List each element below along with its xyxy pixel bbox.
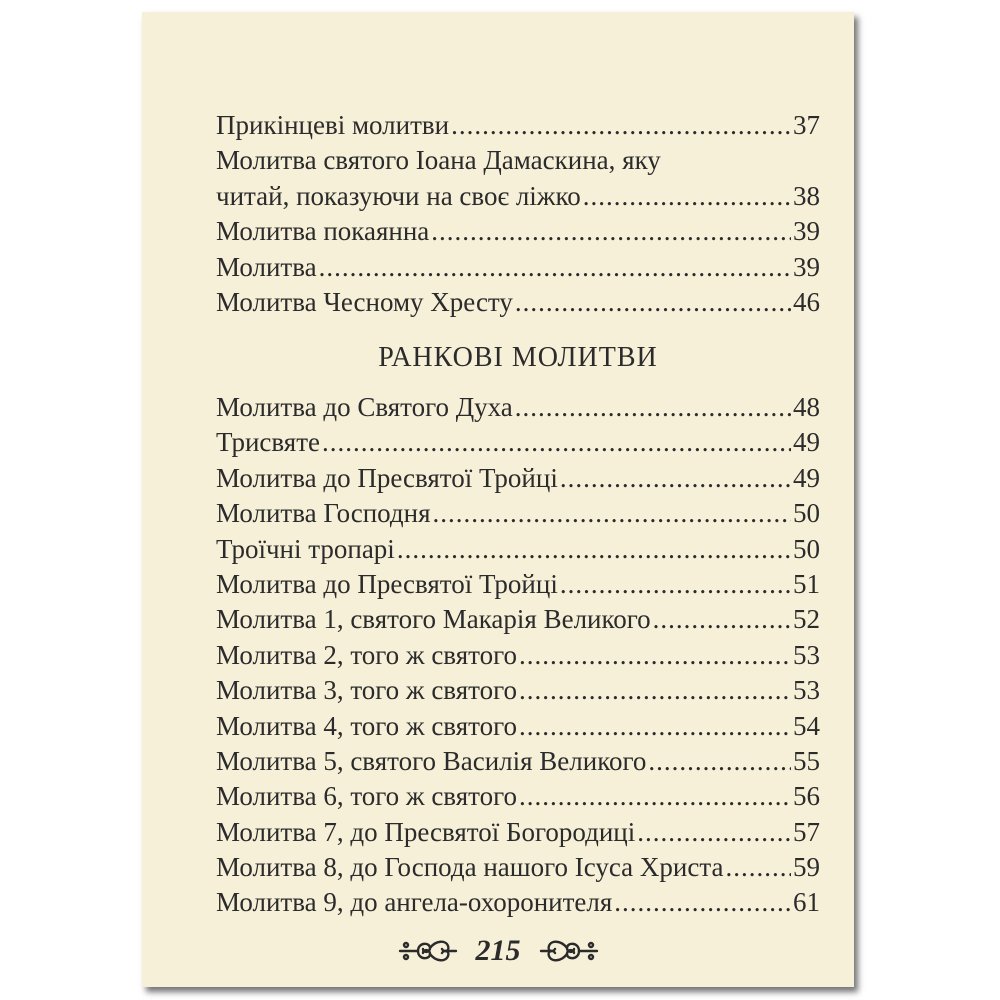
toc-entry-page: 39 [793,251,820,282]
dot-leader [397,532,791,567]
toc-entry-title: Молитва 6, того ж святого [216,781,517,812]
dot-leader [319,250,791,285]
toc-entry-title: Молитва 9, до ангела-охоронителя [216,887,613,918]
toc-entry [216,250,820,285]
dot-leader [648,744,791,779]
toc-entry [216,567,820,602]
toc-entry [216,285,820,320]
toc-entry [216,143,820,214]
toc-entry [216,496,820,531]
toc-entry [216,638,820,673]
toc-entry-title: Молитва до Пресвятої Тройці [216,568,558,599]
page-footer [142,934,854,968]
toc-section-list [216,390,820,921]
book-page [142,12,854,987]
dot-leader [560,461,791,496]
toc-entry-page: 53 [793,675,820,706]
toc-top-list [216,108,820,320]
scroll-ornament-icon [396,936,460,966]
toc-entry [216,108,820,143]
toc-entry-page: 61 [793,887,820,918]
toc-entry [216,602,820,637]
toc-entry-title: Молитва 8, до Господа нашого Ісуса Христа [216,852,724,883]
dot-leader [515,390,791,425]
toc-entry-page: 38 [793,180,820,211]
toc-entry [216,815,820,850]
toc-entry-title-line1: Молитва святого Іоана Дамаскина, яку [216,145,661,176]
toc-entry-page: 46 [793,286,820,317]
toc-entry [216,744,820,779]
toc-entry-page: 52 [793,604,820,635]
dot-leader [519,779,791,814]
toc-entry [216,461,820,496]
toc-entry-page: 50 [793,533,820,564]
toc-entry-page: 37 [793,110,820,140]
toc-entry-page: 56 [793,781,820,812]
toc-entry-page: 49 [793,427,820,458]
dot-leader [322,425,791,460]
toc-entry-title: Молитва 4, того ж святого [216,710,517,741]
toc-entry-title: Прикінцеві молитви [216,110,450,140]
dot-leader [431,214,791,249]
toc-entry-title: Молитва 2, того ж святого [216,639,517,670]
dot-leader [637,815,791,850]
toc-entry [216,532,820,567]
toc-entry-title: Молитва [216,251,317,282]
toc-entry-page: 53 [793,639,820,670]
toc-entry [216,390,820,425]
toc-entry-page: 50 [793,498,820,529]
toc-entry-page: 39 [793,216,820,247]
toc-entry-title: Молитва до Пресвятої Тройці [216,462,558,493]
dot-leader [519,638,791,673]
toc-entry [216,673,820,708]
page-number: 215 [475,934,521,967]
scroll-ornament-icon [537,936,601,966]
toc-entry [216,214,820,249]
dot-leader [515,285,791,320]
toc-entry [216,850,820,885]
toc-entry-title: Молитва 1, святого Макарія Великого [216,604,651,635]
toc-entry [216,425,820,460]
dot-leader [433,496,792,531]
toc-entry-title: Молитва покаянна [216,216,430,247]
dot-leader [583,179,791,214]
toc-entry-title: Троїчні тропарі [216,533,395,564]
toc-entry-page: 54 [793,710,820,741]
dot-leader [519,709,791,744]
toc-entry-page: 48 [793,392,820,422]
toc-entry-title: читай, показуючи на своє ліжко [216,180,581,211]
toc-entry-page: 49 [793,462,820,493]
toc-entry-page: 55 [793,745,820,776]
dot-leader [519,673,791,708]
section-heading: РАНКОВІ МОЛИТВИ [378,342,658,373]
toc-entry [216,885,820,920]
toc-entry-title: Молитва 3, того ж святого [216,675,517,706]
toc-entry-page: 51 [793,568,820,599]
toc-entry [216,779,820,814]
toc-entry-page: 59 [793,852,820,883]
toc-entry [216,709,820,744]
toc-entry-title: Молитва Господня [216,498,431,529]
dot-leader [725,850,791,885]
toc-entry-title: Молитва до Святого Духа [216,392,513,422]
toc-entry-title: Молитва 5, святого Василія Великого [216,745,647,776]
toc-entry-title: Молитва Чесному Хресту [216,286,513,317]
dot-leader [653,602,791,637]
toc-entry-title: Молитва 7, до Пресвятої Богородиці [216,816,636,847]
toc-entry-title: Трисвяте [216,427,320,458]
dot-leader [614,885,791,920]
toc-entry-page: 57 [793,816,820,847]
dot-leader [560,567,791,602]
dot-leader [451,108,791,143]
